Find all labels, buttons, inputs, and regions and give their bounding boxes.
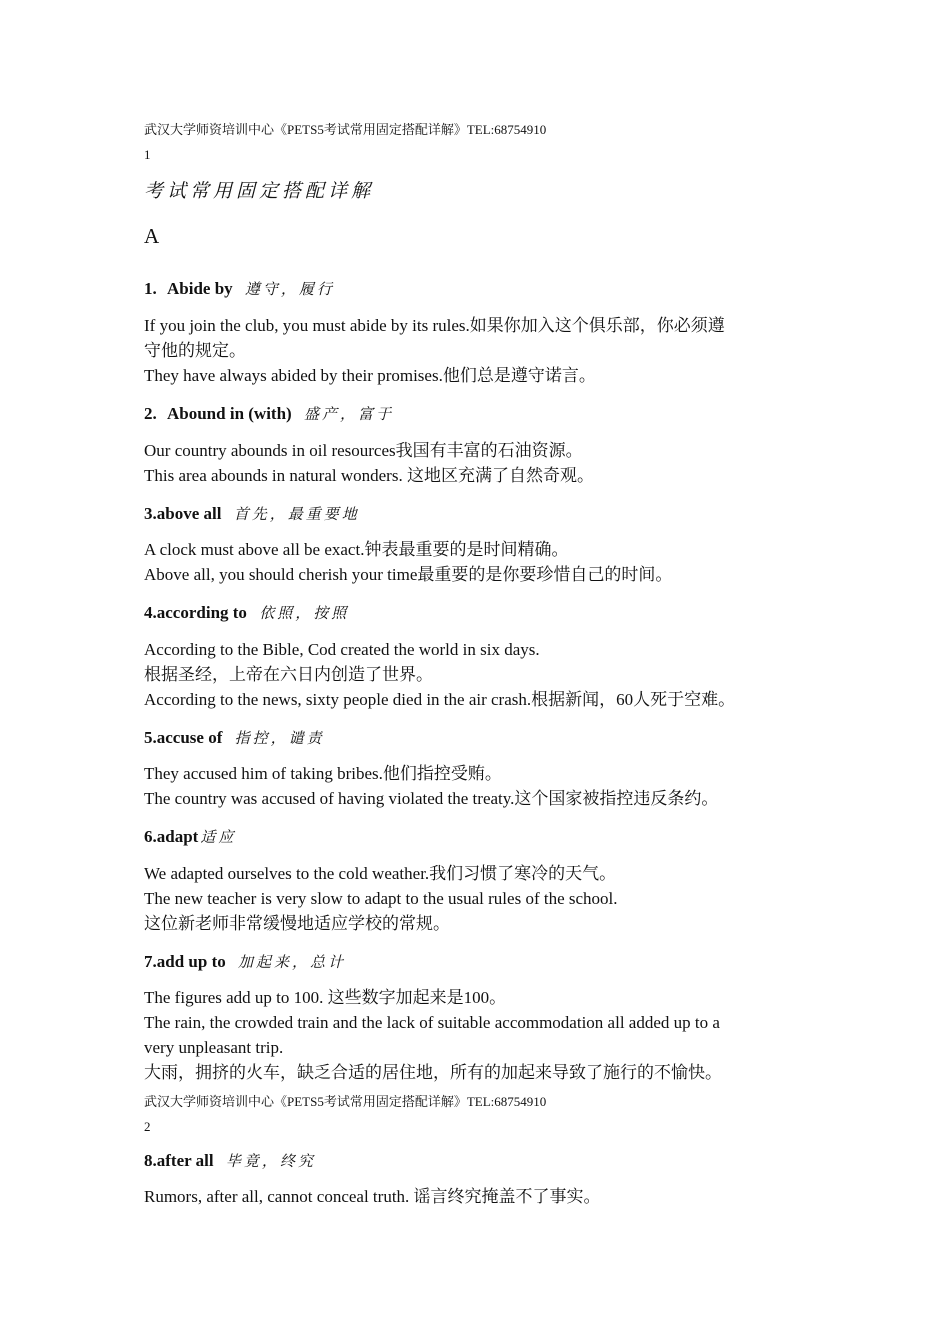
entry-examples (144, 637, 814, 712)
entry-headword: after all (156, 1151, 214, 1170)
page-header: 武汉大学师资培训中心《PETS5考试常用固定搭配详解》TEL:68754910 (144, 122, 547, 137)
example-line: They have always abided by their promises.他们总是遵守诺言。 (144, 366, 596, 385)
example-line: The country was accused of having violated the treaty.这个国家被指控违反条约。 (144, 789, 719, 808)
page-header: 武汉大学师资培训中心《PETS5考试常用固定搭配详解》TEL:68754910 (144, 1094, 547, 1109)
entry-heading (144, 826, 236, 849)
entry-examples (144, 438, 814, 488)
entry-meaning: 依照，按照 (259, 606, 350, 622)
page-number: 1 (144, 147, 151, 162)
example-line: Rumors, after all, cannot conceal truth. 谣言终究掩盖不了事实。 (144, 1187, 601, 1206)
entry-headword: according to (156, 603, 247, 622)
example-line: According to the news, sixty people died in the air crash.根据新闻，60人死于空难。 (144, 690, 736, 709)
example-line: If you join the club, you must abide by its rules.如果你加入这个俱乐部，你必须遵 (144, 316, 725, 335)
entry-headword: above all (156, 504, 222, 523)
entry-meaning: 指控，谴责 (234, 731, 325, 747)
entry-number: 7. (144, 952, 157, 971)
entry-meaning: 加起来，总计 (237, 955, 346, 971)
example-line: The rain, the crowded train and the lack of suitable accommodation all added up to a (144, 1013, 720, 1032)
entry-number: 8. (144, 1151, 157, 1170)
entry-heading (144, 727, 325, 750)
entry-heading (144, 403, 394, 426)
document-title: 考试常用固定搭配详解 (144, 181, 375, 202)
example-line: 大雨，拥挤的火车，缺乏合适的居住地，所有的加起来导致了施行的不愉快。 (144, 1063, 722, 1082)
example-line: 这位新老师非常缓慢地适应学校的常规。 (144, 914, 450, 933)
example-line: 根据圣经，上帝在六日内创造了世界。 (144, 665, 433, 684)
entry-headword: add up to (156, 952, 226, 971)
entry-headword: Abide by (167, 279, 233, 298)
example-line: The new teacher is very slow to adapt to the usual rules of the school. (144, 889, 618, 908)
entry-examples (144, 861, 814, 936)
entry-number: 1. (144, 279, 157, 298)
example-line: 守他的规定。 (144, 341, 246, 360)
entry-number: 4. (144, 603, 157, 622)
example-line: According to the Bible, Cod created the world in six days. (144, 640, 540, 659)
example-line: We adapted ourselves to the cold weather.我们习惯了寒冷的天气。 (144, 864, 617, 883)
example-line: Above all, you should cherish your time最重要的是你要珍惜自己的时间。 (144, 565, 673, 584)
entry-heading (144, 1150, 316, 1173)
entry-meaning: 毕竟，终究 (225, 1154, 316, 1170)
example-line: Our country abounds in oil resources我国有丰富的石油资源。 (144, 441, 583, 460)
entry-meaning: 遵守，履行 (244, 282, 335, 298)
example-line: They accused him of taking bribes.他们指控受贿。 (144, 764, 502, 783)
entry-headword: adapt (156, 827, 199, 846)
entry-headword: accuse of (156, 728, 223, 747)
entry-examples (144, 1184, 814, 1209)
entry-heading (144, 602, 349, 625)
entry-meaning: 首先，最重要地 (233, 507, 360, 523)
entry-meaning: 适应 (200, 830, 237, 846)
entry-examples (144, 985, 814, 1085)
entry-meaning: 盛产，富于 (303, 407, 394, 423)
page-number: 2 (144, 1119, 151, 1134)
example-line: A clock must above all be exact.钟表最重要的是时间精确。 (144, 540, 569, 559)
entry-heading (144, 951, 346, 974)
entry-examples (144, 537, 814, 587)
entry-headword: Abound in (with) (167, 404, 292, 423)
example-line: This area abounds in natural wonders. 这地区充满了自然奇观。 (144, 466, 594, 485)
example-line: very unpleasant trip. (144, 1038, 284, 1057)
section-letter: A (144, 224, 160, 248)
entry-number: 6. (144, 827, 157, 846)
example-line: The figures add up to 100. 这些数字加起来是100。 (144, 988, 507, 1007)
entry-examples (144, 761, 814, 811)
entry-number: 5. (144, 728, 157, 747)
entry-examples (144, 313, 814, 388)
entry-heading (144, 503, 360, 526)
entry-heading (144, 278, 335, 301)
entry-number: 2. (144, 404, 157, 423)
entry-number: 3. (144, 504, 157, 523)
